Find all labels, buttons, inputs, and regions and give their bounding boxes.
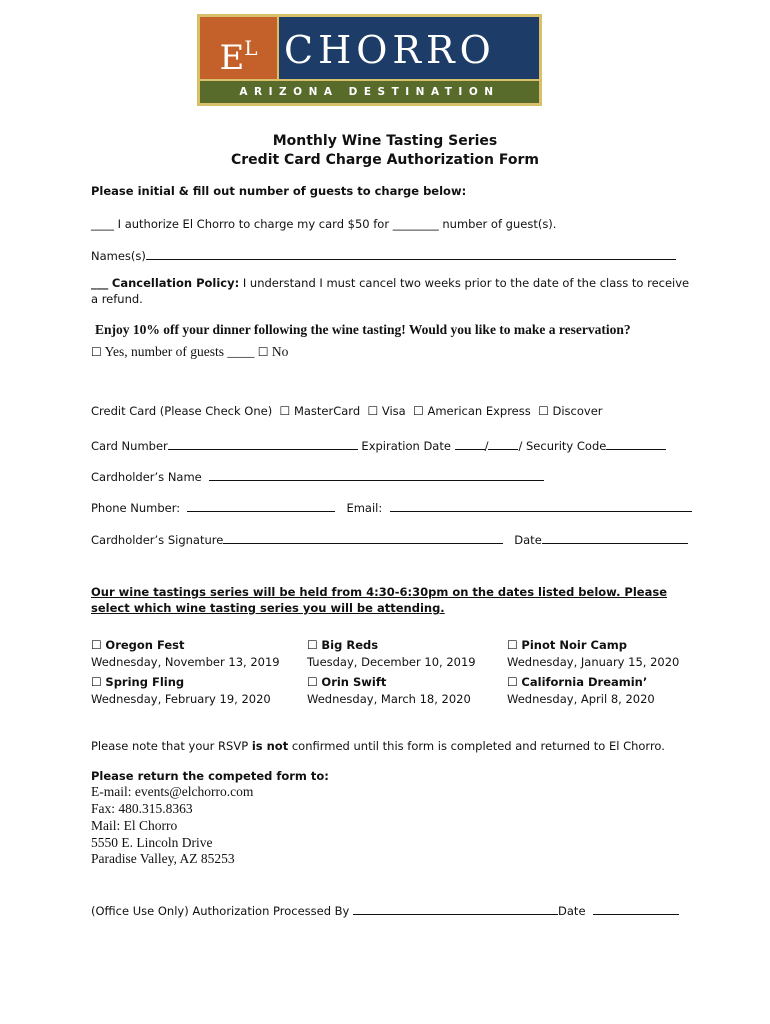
email-label: Email: (346, 501, 383, 515)
event-big-reds[interactable] (307, 638, 476, 669)
dinner-offer-options (91, 344, 288, 360)
mastercard-label: MasterCard (293, 404, 361, 418)
card-number-label: Card Number (91, 439, 168, 453)
yes-label: Yes, number of guests (104, 344, 225, 359)
cancellation-initial-field[interactable]: ___ (91, 276, 109, 290)
mastercard-checkbox[interactable]: ☐ (279, 404, 291, 418)
rsvp-note-after: confirmed until this form is completed and returned to El Chorro. (291, 739, 665, 753)
cancellation-row (91, 276, 689, 290)
return-city: Paradise Valley, AZ 85253 (91, 851, 235, 866)
discover-label: Discover (552, 404, 603, 418)
dinner-offer-question: Enjoy 10% off your dinner following the wine tasting! Would you like to make a reservation? (95, 322, 631, 337)
logo-chorro-text: CHORRO (284, 28, 496, 72)
return-fax: Fax: 480.315.8363 (91, 801, 193, 816)
event-date: Wednesday, April 8, 2020 (507, 692, 655, 706)
names-row (91, 248, 676, 263)
yes-guests-field[interactable]: ____ (227, 344, 255, 359)
event-name: Big Reds (321, 638, 379, 652)
expiration-month-field[interactable] (455, 438, 485, 450)
card-number-row: Card Number Expiration Date / / Security Code (91, 438, 666, 453)
return-street: 5550 E. Lincoln Drive (91, 835, 213, 850)
yes-checkbox[interactable]: ☐ (91, 345, 102, 359)
return-email: E-mail: events@elchorro.com (91, 784, 254, 799)
amex-label: American Express (427, 404, 531, 418)
event-checkbox[interactable]: ☐ (307, 675, 318, 689)
event-spring-fling[interactable] (91, 675, 271, 706)
card-type-label: Credit Card (Please Check One) (91, 404, 273, 418)
cardholder-name-label: Cardholder’s Name (91, 470, 202, 484)
form-title: Monthly Wine Tasting Series (272, 133, 498, 149)
office-date-label: Date (558, 904, 586, 918)
no-checkbox[interactable]: ☐ (257, 345, 269, 359)
visa-label: Visa (381, 404, 406, 418)
guest-count-field[interactable]: ________ (392, 217, 439, 231)
authorize-text: ____ I authorize El Chorro to charge my card $50 for (91, 217, 390, 231)
event-name: Oregon Fest (105, 638, 185, 652)
discover-checkbox[interactable]: ☐ (538, 404, 549, 418)
cardholder-name-field[interactable] (209, 469, 544, 481)
event-checkbox[interactable]: ☐ (307, 638, 318, 652)
instructions: Please initial & fill out number of guests to charge below: (91, 184, 467, 198)
names-field[interactable] (146, 248, 676, 260)
office-use-label: (Office Use Only) Authorization Processed By (91, 904, 350, 918)
card-number-field[interactable] (168, 438, 358, 450)
office-use-row (91, 903, 679, 918)
amex-checkbox[interactable]: ☐ (413, 404, 424, 418)
return-heading: Please return the competed form to: (91, 769, 329, 783)
names-label: Names(s) (91, 249, 146, 263)
event-pinot-noir-camp[interactable] (507, 638, 679, 669)
event-oregon-fest[interactable] (91, 638, 280, 669)
cancellation-text-2: a refund. (91, 292, 143, 306)
rsvp-note-before: Please note that your RSVP (91, 739, 249, 753)
card-type-row (91, 404, 603, 418)
form-subtitle: Credit Card Charge Authorization Form (231, 152, 539, 168)
no-label: No (271, 344, 289, 359)
event-date: Wednesday, February 19, 2020 (91, 692, 271, 706)
logo-tagline: ARIZONA DESTINATION DINING (200, 81, 539, 103)
expiration-year-field[interactable] (488, 438, 518, 450)
event-date: Wednesday, November 13, 2019 (91, 655, 280, 669)
event-checkbox[interactable]: ☐ (91, 675, 102, 689)
signature-row (91, 532, 688, 547)
authorize-row (91, 217, 556, 231)
signature-date-label: Date (514, 533, 542, 547)
event-california-dreamin[interactable] (507, 675, 655, 706)
phone-email-row (91, 500, 692, 515)
event-checkbox[interactable]: ☐ (507, 675, 518, 689)
security-code-field[interactable] (606, 438, 666, 450)
office-date-field[interactable] (593, 903, 679, 915)
event-date: Wednesday, January 15, 2020 (507, 655, 680, 669)
processed-by-field[interactable] (353, 903, 558, 915)
event-date: Wednesday, March 18, 2020 (307, 692, 471, 706)
event-name: Orin Swift (321, 675, 387, 689)
series-heading-1: Our wine tastings series will be held from 4:30-6:30pm on the dates listed below. Please (91, 585, 668, 599)
authorize-suffix: number of guest(s). (442, 217, 557, 231)
event-name: Pinot Noir Camp (521, 638, 627, 652)
visa-checkbox[interactable]: ☐ (367, 404, 379, 418)
signature-date-field[interactable] (542, 532, 688, 544)
rsvp-note-bold: is not (251, 739, 289, 753)
expiration-label: Expiration Date (361, 439, 451, 453)
cancellation-label: Cancellation Policy: (111, 276, 240, 290)
security-code-label: Security Code (526, 439, 607, 453)
cancellation-text: I understand I must cancel two weeks prior to the date of the class to receive (242, 276, 690, 290)
event-orin-swift[interactable] (307, 675, 471, 706)
return-mail: Mail: El Chorro (91, 818, 178, 833)
cardholder-name-row (91, 469, 544, 484)
event-checkbox[interactable]: ☐ (507, 638, 518, 652)
event-name: California Dreamin’ (521, 675, 648, 689)
signature-field[interactable] (223, 532, 503, 544)
phone-field[interactable] (187, 500, 335, 512)
event-checkbox[interactable]: ☐ (91, 638, 102, 652)
phone-label: Phone Number: (91, 501, 181, 515)
rsvp-note (91, 739, 665, 753)
series-heading-2: select which wine tasting series you will be attending. (91, 601, 445, 615)
event-date: Tuesday, December 10, 2019 (307, 655, 476, 669)
logo-el-block: $E^L$ (200, 17, 277, 79)
signature-label: Cardholder’s Signature (91, 533, 224, 547)
event-name: Spring Fling (105, 675, 185, 689)
email-field[interactable] (390, 500, 692, 512)
